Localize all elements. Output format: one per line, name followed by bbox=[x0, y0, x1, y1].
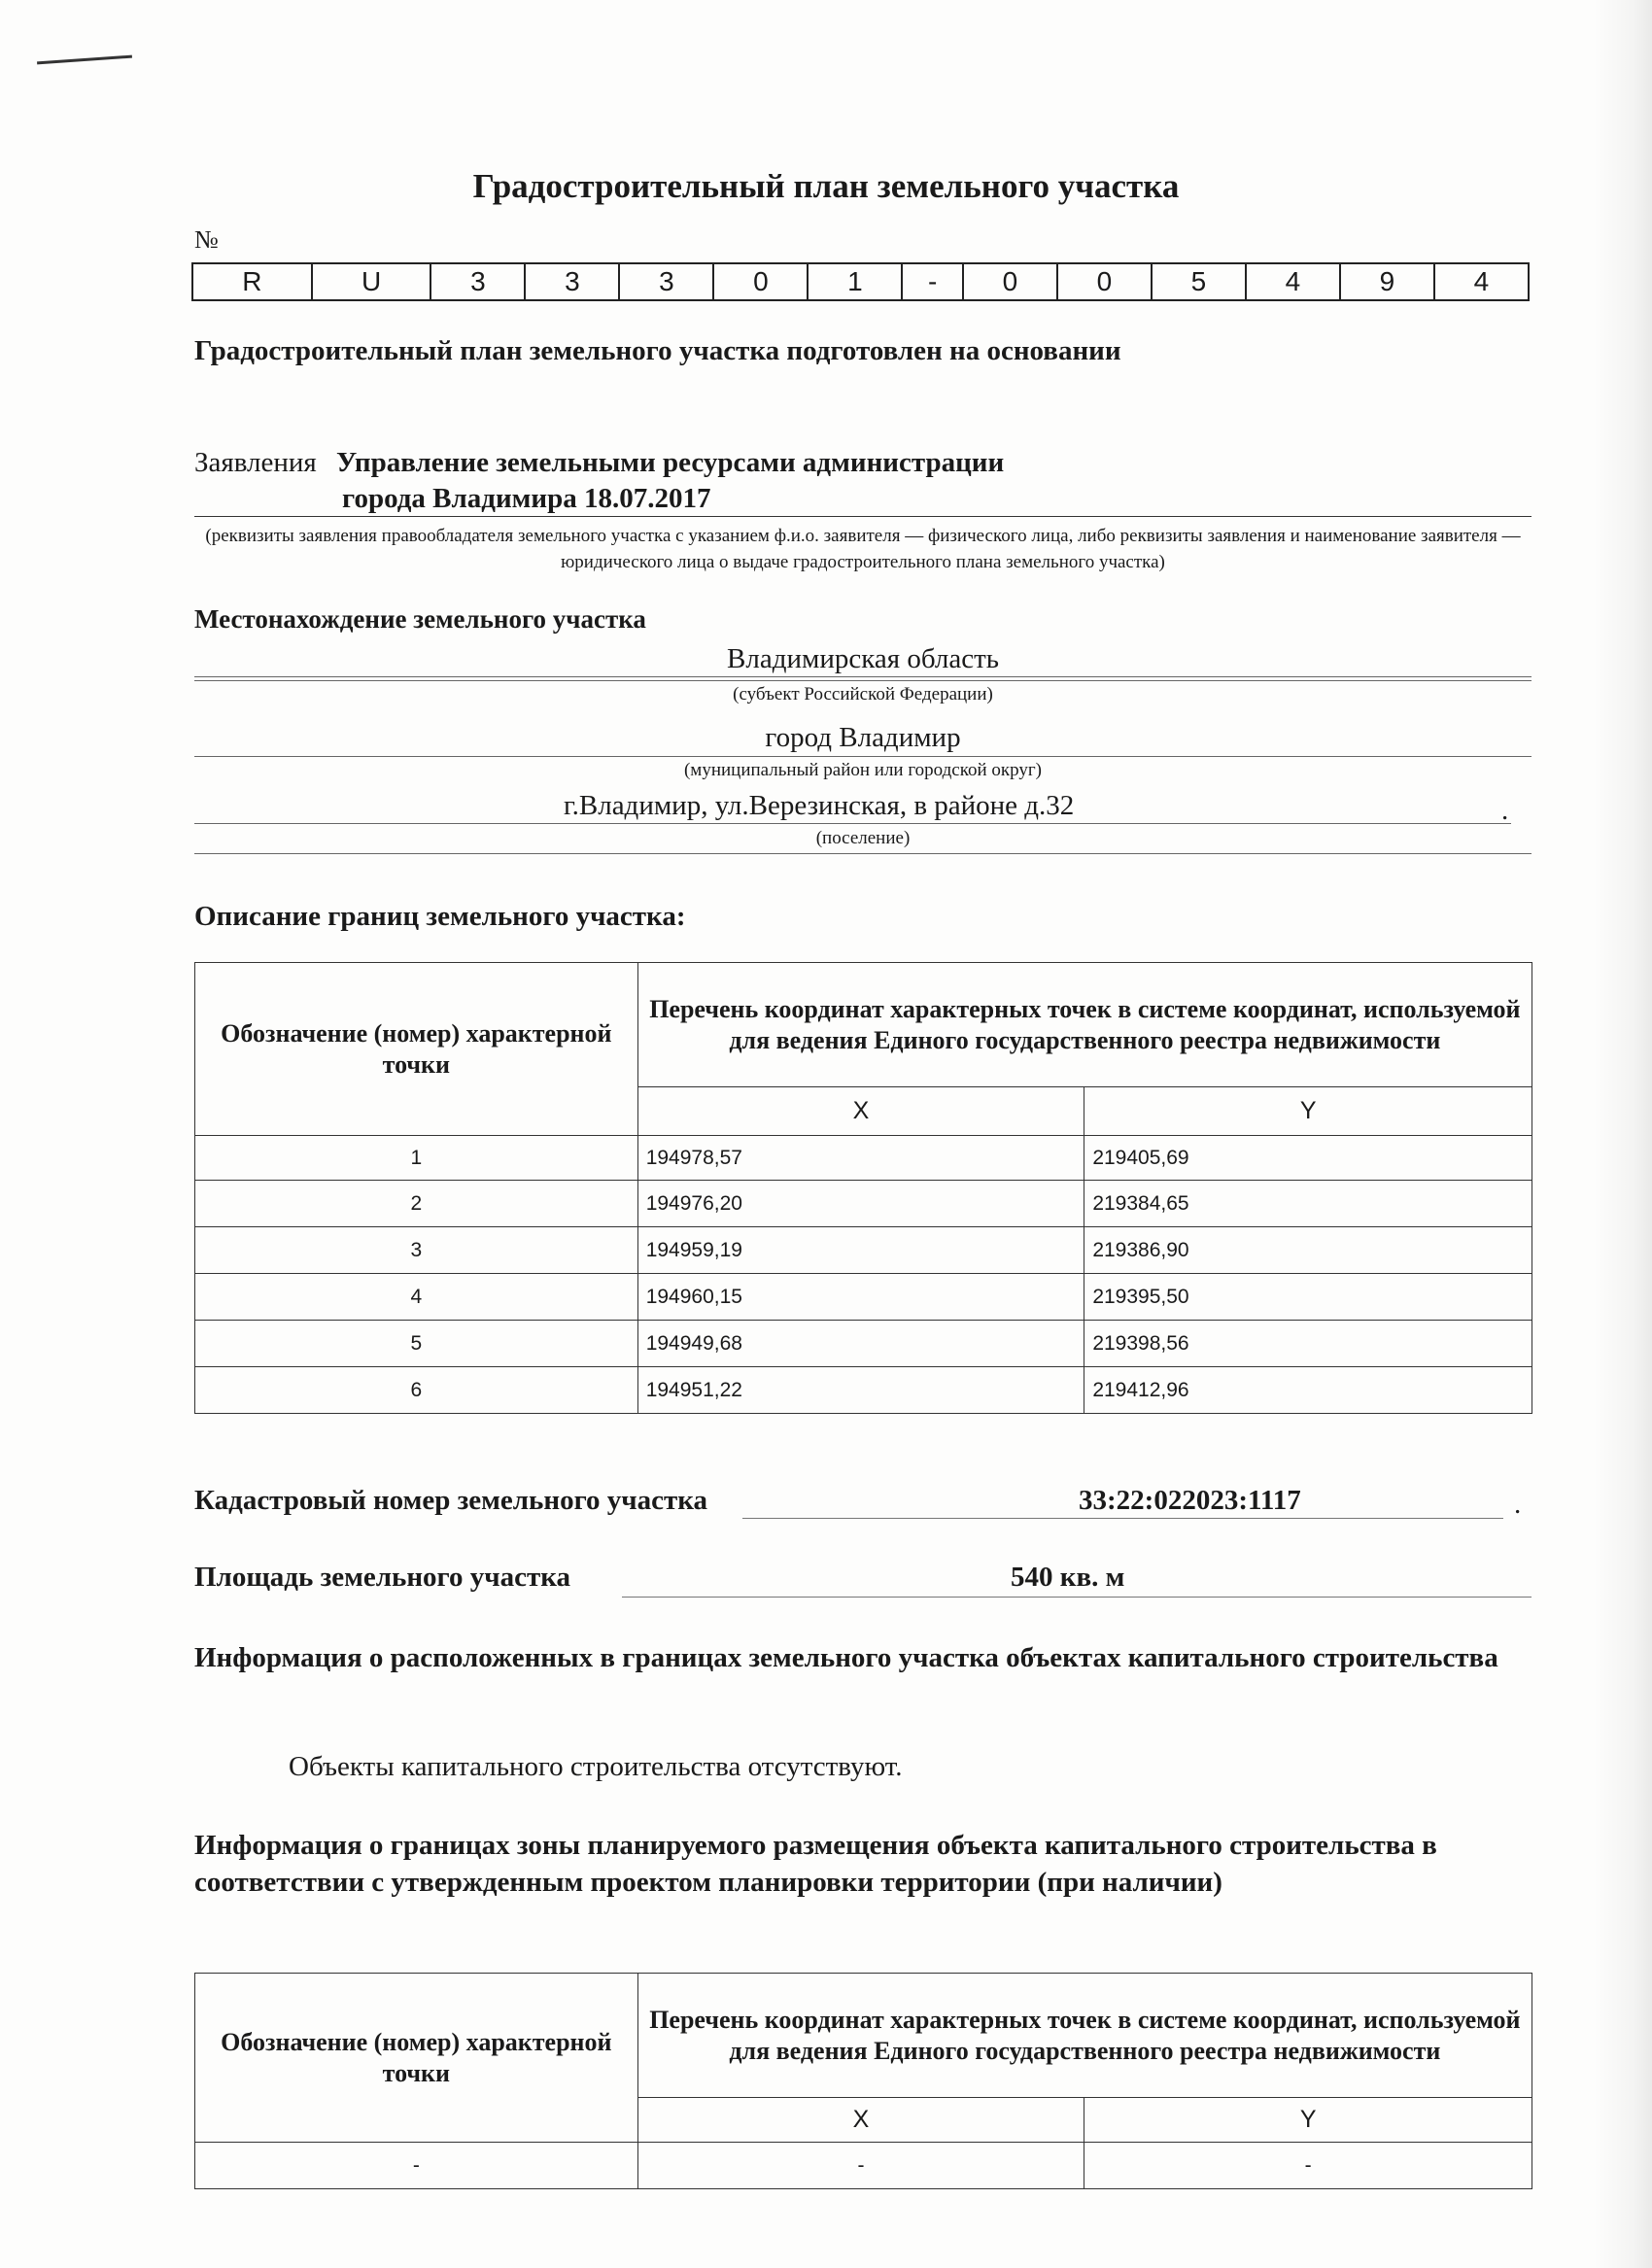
plan-number-cell: 3 bbox=[430, 263, 525, 300]
table-row bbox=[195, 1321, 1532, 1367]
coordinate-x: 194960,15 bbox=[637, 1274, 1084, 1321]
capital-objects-heading: Информация о расположенных в границах земельного участка объектах капитального строительства bbox=[194, 1642, 1498, 1673]
settlement-underline bbox=[194, 823, 1511, 824]
coordinate-y: - bbox=[1084, 2143, 1532, 2189]
plan-number-cell: 4 bbox=[1434, 263, 1529, 300]
plan-number-cell: 3 bbox=[525, 263, 619, 300]
point-number: 5 bbox=[195, 1321, 638, 1367]
point-number: 4 bbox=[195, 1274, 638, 1321]
table-row bbox=[195, 2143, 1532, 2189]
corner-pen-mark bbox=[37, 55, 132, 65]
application-underline bbox=[194, 516, 1532, 517]
cadastral-label: Кадастровый номер земельного участка bbox=[194, 1485, 708, 1516]
plan-number-cell: 0 bbox=[713, 263, 808, 300]
coordinate-y: 219412,96 bbox=[1084, 1367, 1532, 1414]
column-header-point: Обозначение (номер) характерной точки bbox=[195, 963, 638, 1136]
location-label: Местонахождение земельного участка bbox=[194, 604, 646, 634]
planned-zone-table bbox=[194, 1973, 1532, 2189]
settlement-value: г.Владимир, ул.Верезинская, в районе д.32 bbox=[564, 790, 1075, 821]
cadastral-underline bbox=[742, 1518, 1503, 1519]
coordinate-y: 219398,56 bbox=[1084, 1321, 1532, 1367]
coordinate-x: 194978,57 bbox=[637, 1136, 1084, 1181]
municipality-underline bbox=[194, 756, 1532, 757]
region-underline bbox=[194, 680, 1532, 681]
coordinate-x: 194976,20 bbox=[637, 1181, 1084, 1227]
application-line-1: Управление земельными ресурсами администрации bbox=[336, 447, 1005, 478]
column-header-x: X bbox=[637, 2098, 1084, 2143]
document-title: Градостроительный план земельного участка bbox=[472, 167, 1180, 205]
region-caption: (субъект Российской Федерации) bbox=[733, 684, 993, 704]
coordinate-x: - bbox=[637, 2143, 1084, 2189]
column-header-y: Y bbox=[1084, 1087, 1532, 1136]
point-number: - bbox=[195, 2143, 638, 2189]
application-line-2: города Владимира 18.07.2017 bbox=[342, 483, 711, 514]
settlement-caption: (поселение) bbox=[815, 828, 911, 848]
coordinate-y: 219384,65 bbox=[1084, 1181, 1532, 1227]
coordinate-x: 194949,68 bbox=[637, 1321, 1084, 1367]
municipality-value: город Владимир bbox=[765, 722, 961, 753]
area-label: Площадь земельного участка bbox=[194, 1562, 570, 1593]
planned-zone-heading: Информация о границах зоны планируемого размещения объекта капитального строительства в соответствии с утвержденным проектом планировки территории (при наличии) bbox=[194, 1830, 1437, 1898]
capital-objects-text: Объекты капитального строительства отсутствуют. bbox=[289, 1751, 903, 1782]
coordinate-y: 219405,69 bbox=[1084, 1136, 1532, 1181]
plan-number-cell: 4 bbox=[1246, 263, 1340, 300]
cadastral-value: 33:22:022023:1117 bbox=[1079, 1485, 1301, 1516]
plan-number-cell: 1 bbox=[808, 263, 902, 300]
plan-number-cell: U bbox=[312, 263, 431, 300]
table-row bbox=[195, 1227, 1532, 1274]
column-header-y: Y bbox=[1084, 2098, 1532, 2143]
column-header-x: X bbox=[637, 1087, 1084, 1136]
coordinate-y: 219386,90 bbox=[1084, 1227, 1532, 1274]
column-header-coordinates: Перечень координат характерных точек в системе координат, используемой для ведения Единого государственного реестра недвижимости bbox=[637, 963, 1532, 1087]
plan-number-cell: 0 bbox=[963, 263, 1057, 300]
region-value: Владимирская область bbox=[727, 643, 999, 674]
table-row bbox=[195, 1367, 1532, 1414]
boundary-coordinates-table bbox=[194, 962, 1532, 1414]
column-header-point: Обозначение (номер) характерной точки bbox=[195, 1974, 638, 2143]
coordinate-x: 194951,22 bbox=[637, 1367, 1084, 1414]
area-value: 540 кв. м bbox=[1011, 1562, 1125, 1593]
scan-edge-shadow bbox=[1594, 0, 1652, 2268]
point-number: 6 bbox=[195, 1367, 638, 1414]
boundaries-title: Описание границ земельного участка: bbox=[194, 901, 686, 932]
municipality-caption: (муниципальный район или городской округ) bbox=[683, 760, 1043, 780]
plan-number-cell: R bbox=[192, 263, 312, 300]
plan-number-cell: 5 bbox=[1152, 263, 1246, 300]
table-row bbox=[195, 1136, 1532, 1181]
plan-number-cell: - bbox=[902, 263, 963, 300]
number-sign: № bbox=[194, 225, 219, 254]
plan-number-cell: 3 bbox=[619, 263, 713, 300]
settlement-rule bbox=[194, 853, 1532, 854]
settlement-trailing-dot: . bbox=[1501, 795, 1509, 826]
cadastral-trailing-dot: . bbox=[1514, 1489, 1522, 1520]
point-number: 1 bbox=[195, 1136, 638, 1181]
point-number: 2 bbox=[195, 1181, 638, 1227]
location-rule bbox=[194, 676, 1532, 677]
area-underline bbox=[622, 1597, 1532, 1598]
coordinate-x: 194959,19 bbox=[637, 1227, 1084, 1274]
column-header-coordinates: Перечень координат характерных точек в системе координат, используемой для ведения Единого государственного реестра недвижимости bbox=[637, 1974, 1532, 2098]
basis-heading: Градостроительный план земельного участка подготовлен на основании bbox=[194, 335, 1121, 366]
application-prefix: Заявления bbox=[194, 447, 317, 478]
table-row bbox=[195, 1181, 1532, 1227]
plan-number-cell: 9 bbox=[1340, 263, 1434, 300]
coordinate-y: 219395,50 bbox=[1084, 1274, 1532, 1321]
table-row bbox=[195, 1274, 1532, 1321]
application-note: (реквизиты заявления правообладателя земельного участка с указанием ф.и.о. заявителя — физического лица, либо реквизиты заявления и наименование заявителя — юридического лица о выдаче градостроительного плана земельного участка) bbox=[205, 526, 1521, 572]
plan-number-grid bbox=[191, 262, 1530, 301]
point-number: 3 bbox=[195, 1227, 638, 1274]
plan-number-cell: 0 bbox=[1057, 263, 1152, 300]
